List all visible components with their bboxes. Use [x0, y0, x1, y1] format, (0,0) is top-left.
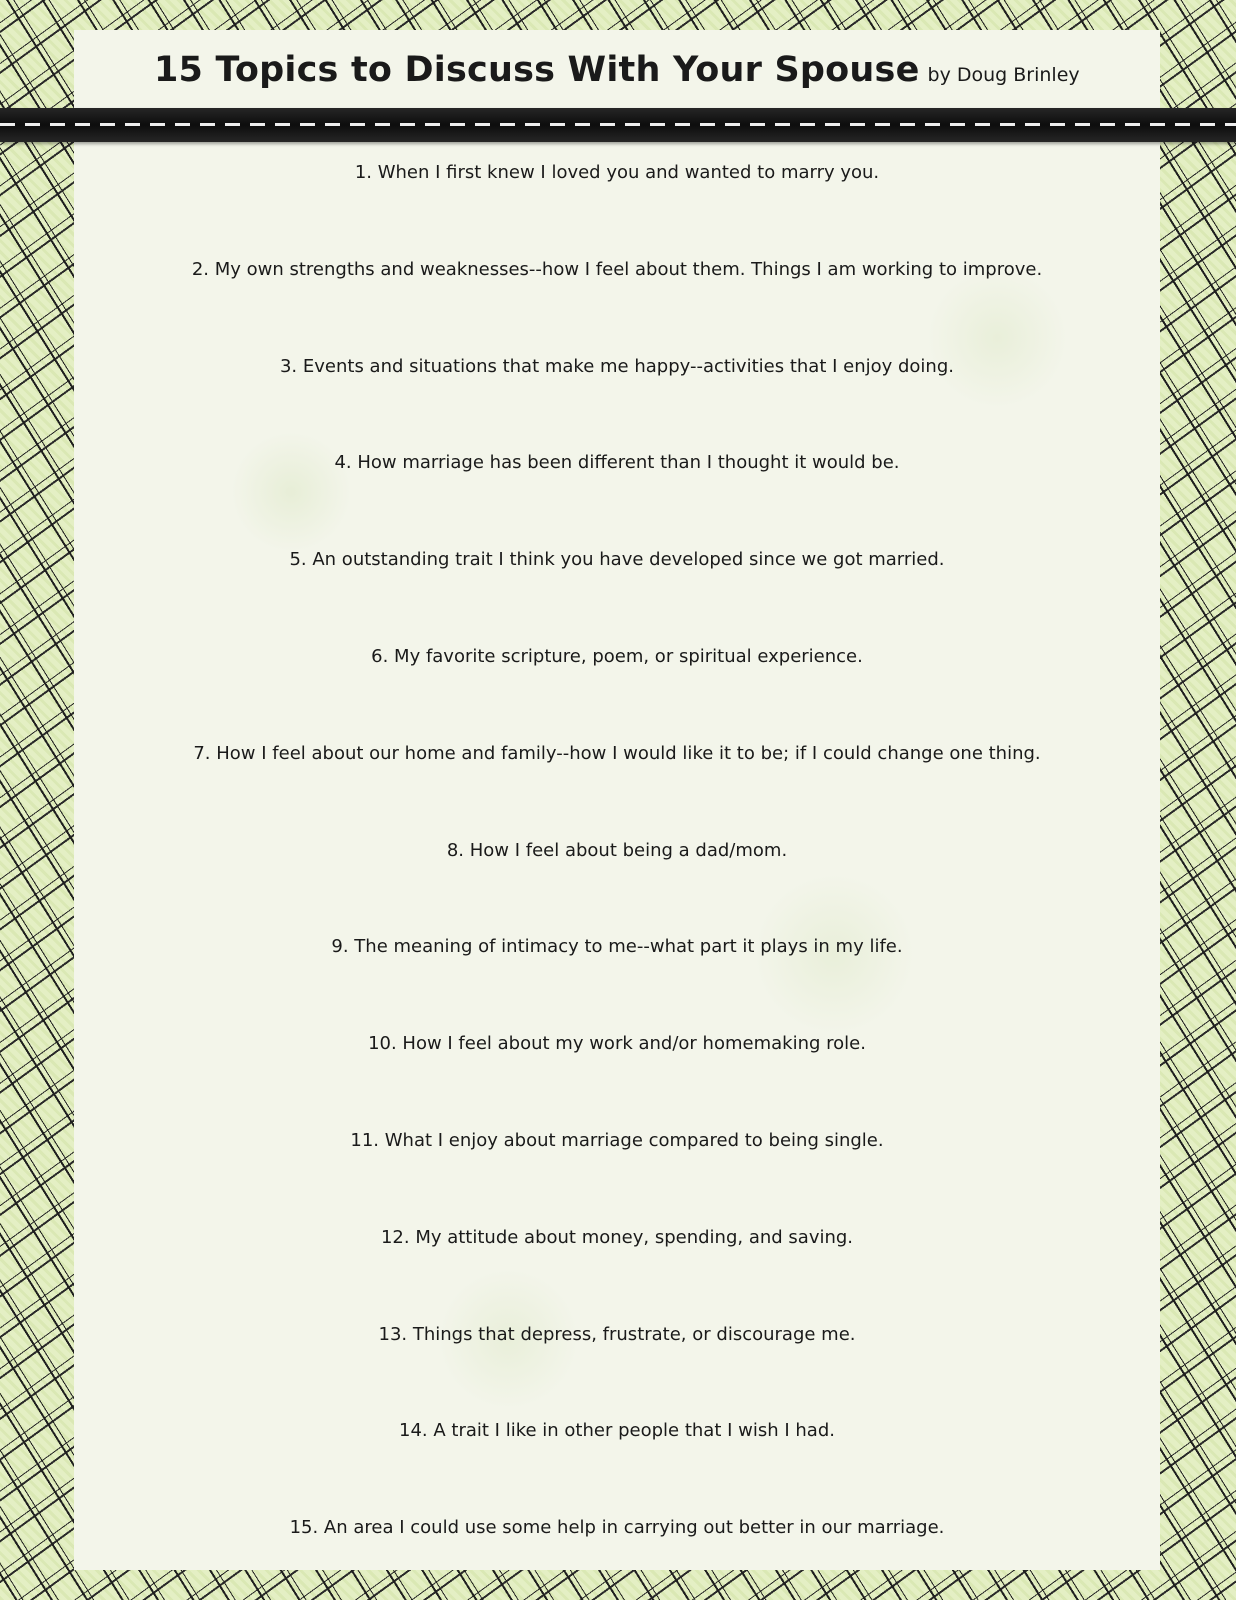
topic-item: 10. How I feel about my work and/or homemaking role. — [368, 1033, 866, 1055]
page-title: 15 Topics to Discuss With Your Spouse — [154, 50, 920, 90]
topic-item: 3. Events and situations that make me happy--activities that I enjoy doing. — [279, 355, 954, 377]
topic-item: 8. How I feel about being a dad/mom. — [446, 839, 788, 861]
topic-item: 15. An area I could use some help in carrying out better in our marriage. — [289, 1517, 945, 1539]
stitched-ribbon-divider — [0, 108, 1236, 142]
topic-item: 5. An outstanding trait I think you have developed since we got married. — [289, 549, 945, 571]
topic-item: 2. My own strengths and weaknesses--how I feel about them. Things I am working to improve. — [191, 258, 1043, 280]
topic-item: 11. What I enjoy about marriage compared to being single. — [350, 1129, 884, 1151]
topic-item: 1. When I first knew I loved you and wanted to marry you. — [354, 162, 880, 183]
page-header — [154, 50, 1080, 90]
topic-item: 6. My favorite scripture, poem, or spiritual experience. — [371, 645, 863, 667]
topic-item: 4. How marriage has been different than I thought it would be. — [334, 452, 900, 474]
topic-item: 7. How I feel about our home and family--how I would like it to be; if I could change one thing. — [193, 742, 1041, 764]
author-byline: by Doug Brinley — [927, 64, 1080, 86]
ribbon-stitching — [0, 123, 1236, 126]
topic-item: 13. Things that depress, frustrate, or discourage me. — [378, 1323, 856, 1345]
topics-list — [74, 147, 1160, 1599]
topic-item: 9. The meaning of intimacy to me--what part it plays in my life. — [331, 936, 903, 958]
topic-item: 12. My attitude about money, spending, and saving. — [380, 1226, 854, 1248]
topic-item: 14. A trait I like in other people that I wish I had. — [399, 1420, 835, 1442]
